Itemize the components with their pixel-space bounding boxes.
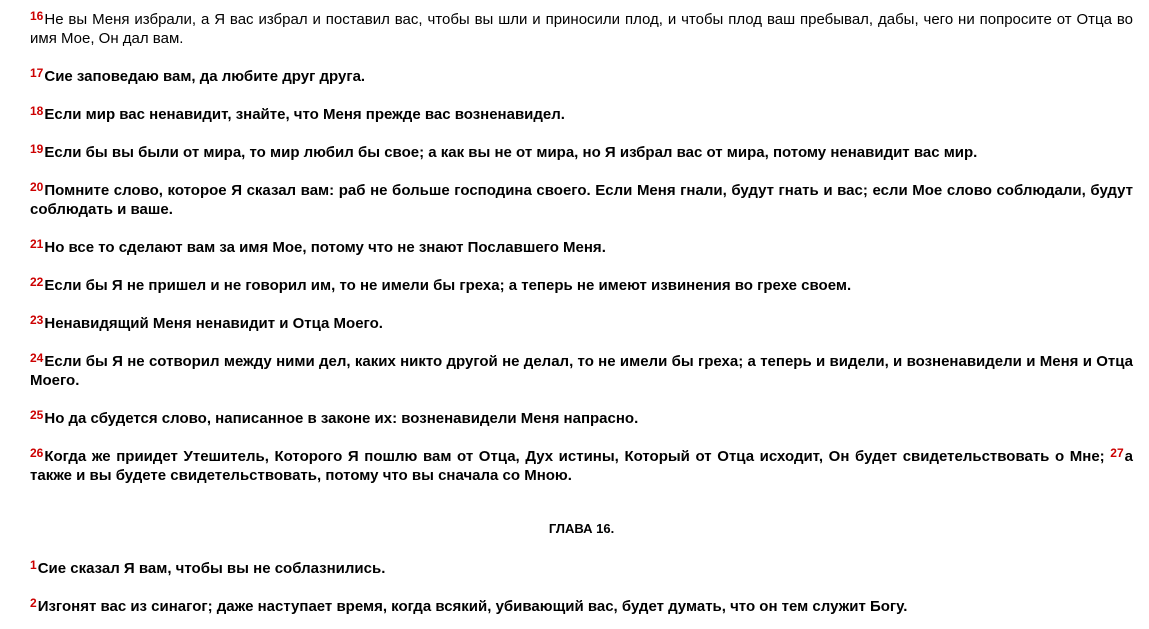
verse-23 <box>30 314 1133 333</box>
verse-text: Но да сбудется слово, написанное в законе их: возненавидели Меня напрасно. <box>44 410 639 427</box>
chapter-heading: ГЛАВА 16. <box>548 521 615 536</box>
verse-number: 24 <box>30 351 44 365</box>
verse-text: Если мир вас ненавидит, знайте, что Меня прежде вас возненавидел. <box>44 106 565 123</box>
verse-text: Ненавидящий Меня ненавидит и Отца Моего. <box>44 315 383 332</box>
verse-20 <box>30 181 1133 219</box>
verse-number: 22 <box>30 275 44 289</box>
verse-25 <box>30 409 1133 428</box>
verse-number: 27 <box>1110 446 1124 460</box>
verse-text: Изгонят вас из синагог; даже наступает время, когда всякий, убивающий вас, будет думать, что он тем служит Богу. <box>37 598 908 615</box>
verse-text: Помните слово, которое Я сказал вам: раб не больше господина своего. Если Меня гнали, будут гнать и вас; если Мое слово соблюдали, будут соблюдать и ваше. <box>30 182 1133 218</box>
verse-19 <box>30 143 1133 162</box>
verse-22 <box>30 276 1133 295</box>
verse-number: 26 <box>30 446 44 460</box>
verse-text: Если бы Я не сотворил между ними дел, каких никто другой не делал, то не имели бы греха; а теперь и видели, и возненавидели и Меня и Отца Моего. <box>30 353 1133 389</box>
verse-text: Сие сказал Я вам, чтобы вы не соблазнились. <box>37 560 386 577</box>
verse-24 <box>30 352 1133 390</box>
verse-2 <box>30 597 1133 616</box>
verse-number: 20 <box>30 180 44 194</box>
verse-1 <box>30 559 1133 578</box>
verse-number: 18 <box>30 104 44 118</box>
verse-number: 16 <box>30 9 44 23</box>
verse-26-27 <box>30 447 1133 485</box>
verse-number: 17 <box>30 66 44 80</box>
verse-text: Но все то сделают вам за имя Мое, потому что не знают Пославшего Меня. <box>44 239 606 256</box>
verse-text: а также и вы будете свидетельствовать, потому что вы сначала со Мною. <box>30 448 1133 484</box>
verse-text: Сие заповедаю вам, да любите друг друга. <box>44 68 366 85</box>
verse-number: 25 <box>30 408 44 422</box>
verse-21 <box>30 238 1133 257</box>
verse-text: Если бы вы были от мира, то мир любил бы свое; а как вы не от мира, но Я избрал вас от мира, потому ненавидит вас мир. <box>44 144 978 161</box>
verse-number: 19 <box>30 142 44 156</box>
verse-number: 23 <box>30 313 44 327</box>
verse-18 <box>30 105 1133 124</box>
verse-number: 1 <box>30 558 37 572</box>
verse-number: 21 <box>30 237 44 251</box>
verse-number: 2 <box>30 596 37 610</box>
verse-17 <box>30 67 1133 86</box>
verse-16 <box>30 10 1133 48</box>
verse-text: Не вы Меня избрали, а Я вас избрал и поставил вас, чтобы вы шли и приносили плод, и чтобы плод ваш пребывал, дабы, чего ни попросите от Отца во имя Мое, Он дал вам. <box>30 11 1133 47</box>
verse-text: Если бы Я не пришел и не говорил им, то не имели бы греха; а теперь не имеют извинения во грехе своем. <box>44 277 852 294</box>
verse-text: Когда же приидет Утешитель, Которого Я пошлю вам от Отца, Дух истины, Который от Отца исходит, Он будет свидетельствовать о Мне; <box>44 448 1105 465</box>
